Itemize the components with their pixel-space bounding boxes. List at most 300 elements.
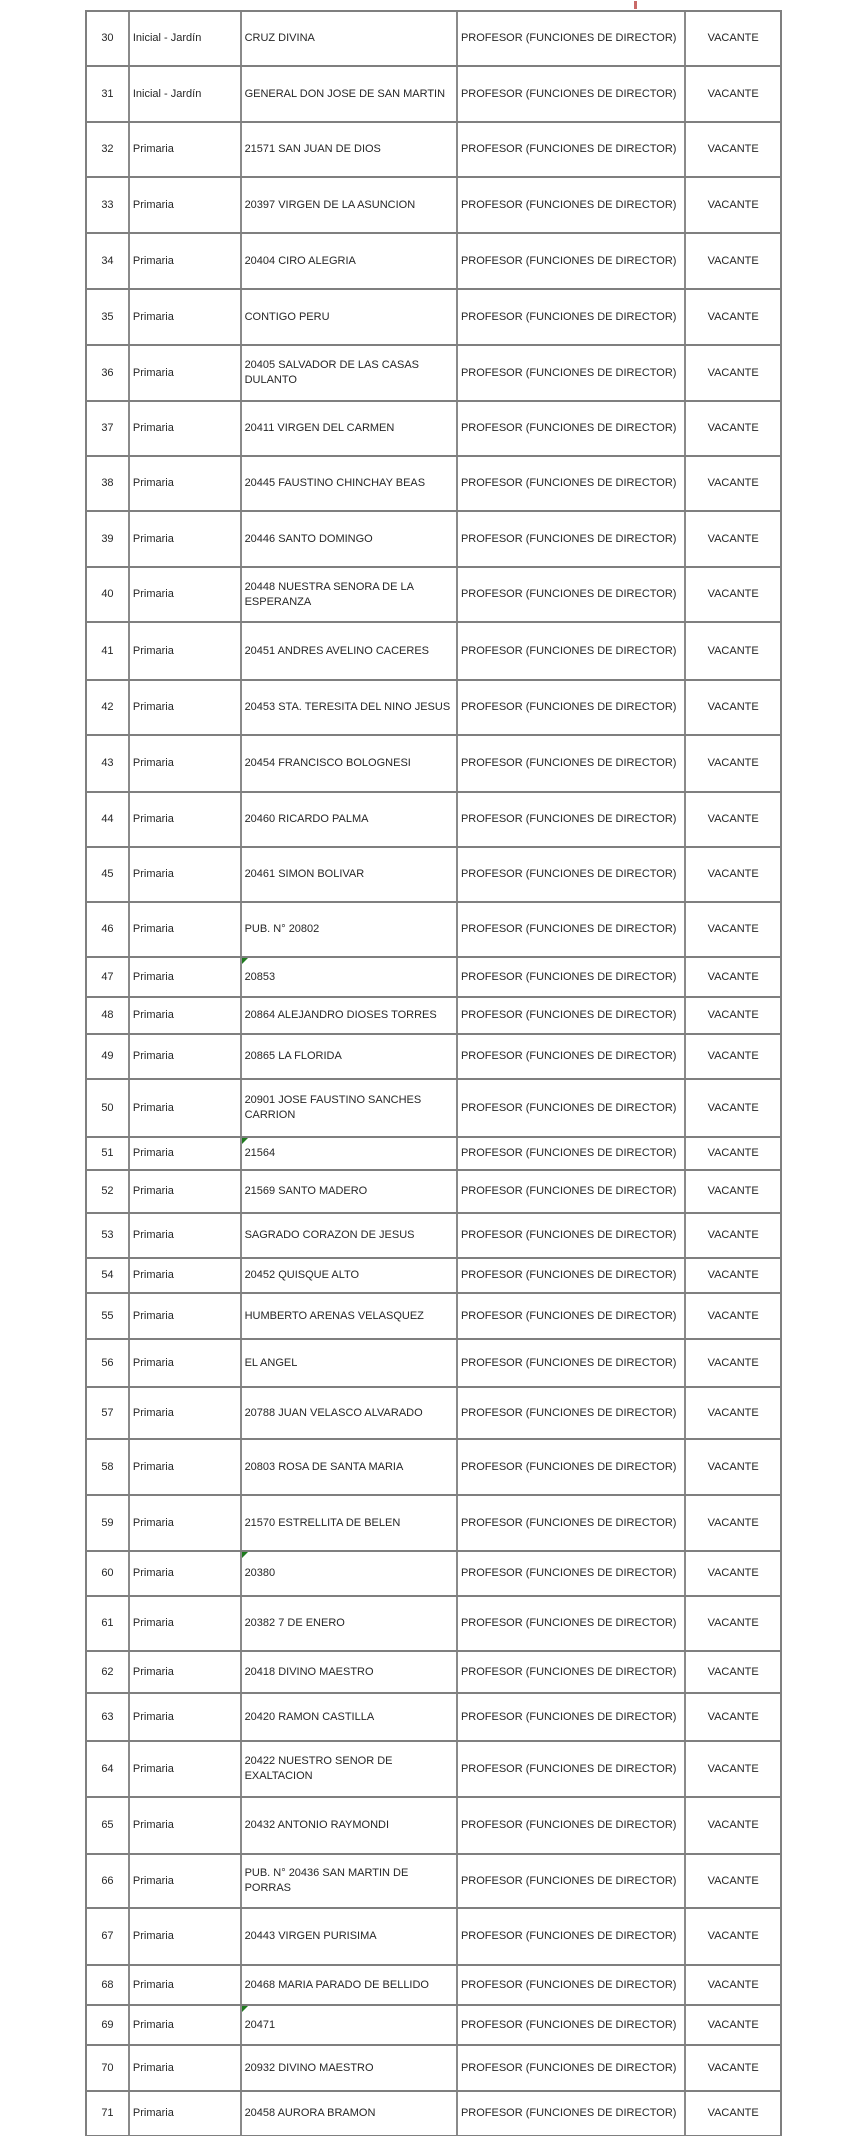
status-cell: VACANTE <box>707 477 759 489</box>
level-cell: Primaria <box>130 1552 242 1595</box>
position-cell: PROFESOR (FUNCIONES DE DIRECTOR) <box>458 848 686 901</box>
status-cell: VACANTE <box>707 1710 759 1723</box>
position-cell: PROFESOR (FUNCIONES DE DIRECTOR) <box>458 1652 686 1692</box>
level-cell: Primaria <box>130 623 242 679</box>
table-row <box>87 2046 780 2092</box>
level-cell: Primaria <box>130 1597 242 1650</box>
position-cell: PROFESOR (FUNCIONES DE DIRECTOR) <box>458 903 686 956</box>
position-cell: PROFESOR (FUNCIONES DE DIRECTOR) <box>458 2006 686 2044</box>
school-name-cell <box>242 1552 458 1595</box>
table-row <box>87 568 780 623</box>
row-number-cell: 31 <box>87 67 130 121</box>
status-cell: VACANTE <box>707 254 759 267</box>
position-cell: PROFESOR (FUNCIONES DE DIRECTOR) <box>458 178 686 232</box>
status-cell: VACANTE <box>707 198 759 211</box>
level-cell: Primaria <box>130 1742 242 1796</box>
level-cell: Primaria <box>130 958 242 996</box>
position-cell: PROFESOR (FUNCIONES DE DIRECTOR) <box>458 998 686 1033</box>
row-number-cell: 42 <box>87 681 130 734</box>
school-name-text: 20468 MARIA PARADO DE BELLIDO <box>244 1978 429 1991</box>
row-number-cell: 45 <box>87 848 130 901</box>
school-name-text: 20432 ANTONIO RAYMONDI <box>244 1819 390 1831</box>
school-name-cell <box>242 2006 458 2044</box>
table-row <box>87 1855 780 1909</box>
level-cell: Primaria <box>130 903 242 956</box>
school-name-cell <box>242 2092 458 2135</box>
table-row <box>87 1652 780 1694</box>
school-name-cell <box>242 681 458 734</box>
table-row <box>87 1138 780 1171</box>
status-cell: VACANTE <box>707 1819 759 1831</box>
school-name-cell <box>242 958 458 996</box>
position-cell: PROFESOR (FUNCIONES DE DIRECTOR) <box>458 290 686 344</box>
school-name-cell <box>242 1171 458 1212</box>
table-row <box>87 623 780 681</box>
status-cell: VACANTE <box>707 1930 759 1942</box>
school-name-text: 20411 VIRGEN DEL CARMEN <box>244 422 395 434</box>
status-cell: VACANTE <box>707 1185 759 1197</box>
school-name-cell <box>242 1798 458 1853</box>
position-cell: PROFESOR (FUNCIONES DE DIRECTOR) <box>458 736 686 791</box>
row-number-cell: 35 <box>87 290 130 344</box>
school-name-text: 20418 DIVINO MAESTRO <box>244 1665 374 1678</box>
school-name-text: 20901 JOSE FAUSTINO SANCHES CARRION <box>244 1094 422 1121</box>
level-cell: Primaria <box>130 793 242 846</box>
status-cell: VACANTE <box>707 1406 759 1419</box>
level-cell: Primaria <box>130 1855 242 1907</box>
row-number-cell: 53 <box>87 1214 130 1257</box>
red-tick-artifact <box>634 1 637 9</box>
row-number-cell: 59 <box>87 1496 130 1550</box>
school-name-text: 20460 RICARDO PALMA <box>244 813 369 825</box>
status-cell: VACANTE <box>707 1516 759 1529</box>
school-name-cell <box>242 736 458 791</box>
school-name-text: 20405 SALVADOR DE LAS CASAS DULANTO <box>244 359 420 386</box>
row-number-cell: 50 <box>87 1080 130 1136</box>
status-cell: VACANTE <box>707 1356 759 1369</box>
school-name-cell <box>242 1214 458 1257</box>
row-number-cell: 32 <box>87 123 130 176</box>
school-name-cell <box>242 998 458 1033</box>
school-name-text: CRUZ DIVINA <box>244 32 315 44</box>
status-cell: VACANTE <box>707 1101 759 1114</box>
table-row <box>87 1035 780 1080</box>
school-name-cell <box>242 123 458 176</box>
position-cell: PROFESOR (FUNCIONES DE DIRECTOR) <box>458 123 686 176</box>
school-name-cell <box>242 1035 458 1078</box>
level-cell: Primaria <box>130 234 242 288</box>
row-number-cell: 54 <box>87 1259 130 1292</box>
position-cell: PROFESOR (FUNCIONES DE DIRECTOR) <box>458 1552 686 1595</box>
school-name-text: 20788 JUAN VELASCO ALVARADO <box>244 1406 423 1419</box>
school-name-text: 21564 <box>244 1147 276 1159</box>
row-number-cell: 36 <box>87 346 130 400</box>
level-cell: Primaria <box>130 1440 242 1494</box>
table-row <box>87 793 780 848</box>
school-name-text: 20454 FRANCISCO BOLOGNESI <box>244 757 411 769</box>
school-name-text: 20445 FAUSTINO CHINCHAY BEAS <box>244 477 426 489</box>
row-number-cell: 55 <box>87 1294 130 1338</box>
cell-flag-marker-icon <box>242 1552 248 1558</box>
school-name-cell <box>242 1597 458 1650</box>
school-name-cell <box>242 1440 458 1494</box>
table-row <box>87 2092 780 2135</box>
status-cell: VACANTE <box>707 532 759 545</box>
school-name-cell <box>242 2046 458 2090</box>
level-cell: Primaria <box>130 512 242 566</box>
level-cell: Primaria <box>130 402 242 455</box>
row-number-cell: 52 <box>87 1171 130 1212</box>
table-row <box>87 1171 780 1214</box>
row-number-cell: 38 <box>87 457 130 510</box>
table-row <box>87 457 780 512</box>
school-name-text: 20443 VIRGEN PURISIMA <box>244 1930 377 1942</box>
position-cell: PROFESOR (FUNCIONES DE DIRECTOR) <box>458 1798 686 1853</box>
status-cell: VACANTE <box>707 2018 759 2031</box>
status-cell: VACANTE <box>707 970 759 983</box>
table-row <box>87 736 780 793</box>
table-row <box>87 402 780 457</box>
row-number-cell: 37 <box>87 402 130 455</box>
school-name-cell <box>242 568 458 621</box>
position-cell: PROFESOR (FUNCIONES DE DIRECTOR) <box>458 1597 686 1650</box>
school-name-cell <box>242 457 458 510</box>
school-name-cell <box>242 1909 458 1964</box>
school-name-text: HUMBERTO ARENAS VELASQUEZ <box>244 1309 424 1322</box>
table-row <box>87 12 780 67</box>
level-cell: Primaria <box>130 1138 242 1169</box>
status-cell: VACANTE <box>707 1460 759 1473</box>
status-cell: VACANTE <box>707 701 759 713</box>
row-number-cell: 66 <box>87 1855 130 1907</box>
level-cell: Primaria <box>130 346 242 400</box>
position-cell: PROFESOR (FUNCIONES DE DIRECTOR) <box>458 1080 686 1136</box>
table-row <box>87 1340 780 1388</box>
level-cell: Primaria <box>130 1340 242 1386</box>
table-row <box>87 1597 780 1652</box>
status-cell: VACANTE <box>707 1269 759 1281</box>
table-row <box>87 178 780 234</box>
status-cell: VACANTE <box>707 1567 759 1579</box>
school-name-cell <box>242 1294 458 1338</box>
school-name-cell <box>242 1742 458 1796</box>
row-number-cell: 43 <box>87 736 130 791</box>
school-name-text: 20422 NUESTRO SENOR DE EXALTACION <box>244 1755 393 1782</box>
table-row <box>87 903 780 958</box>
level-cell: Inicial - Jardín <box>130 12 242 65</box>
row-number-cell: 70 <box>87 2046 130 2090</box>
school-name-text: 20420 RAMON CASTILLA <box>244 1710 375 1723</box>
status-cell: VACANTE <box>707 2061 759 2074</box>
school-name-text: 21571 SAN JUAN DE DIOS <box>244 143 381 155</box>
status-cell: VACANTE <box>707 1050 759 1062</box>
level-cell: Primaria <box>130 681 242 734</box>
status-cell: VACANTE <box>707 868 759 880</box>
table-row <box>87 1966 780 2006</box>
school-name-cell <box>242 1855 458 1907</box>
position-cell: PROFESOR (FUNCIONES DE DIRECTOR) <box>458 402 686 455</box>
status-cell: VACANTE <box>707 1309 759 1322</box>
school-name-text: PUB. N° 20436 SAN MARTIN DE PORRAS <box>244 1867 409 1894</box>
school-name-cell <box>242 290 458 344</box>
row-number-cell: 65 <box>87 1798 130 1853</box>
status-cell: VACANTE <box>707 923 759 935</box>
level-cell: Primaria <box>130 290 242 344</box>
level-cell: Primaria <box>130 1259 242 1292</box>
position-cell: PROFESOR (FUNCIONES DE DIRECTOR) <box>458 1742 686 1796</box>
status-cell: VACANTE <box>707 2107 759 2119</box>
level-cell: Primaria <box>130 1080 242 1136</box>
status-cell: VACANTE <box>707 813 759 825</box>
status-cell: VACANTE <box>707 1874 759 1887</box>
position-cell: PROFESOR (FUNCIONES DE DIRECTOR) <box>458 1259 686 1292</box>
school-name-cell <box>242 1388 458 1438</box>
school-name-text: CONTIGO PERU <box>244 310 330 323</box>
school-name-cell <box>242 1652 458 1692</box>
school-name-cell <box>242 1259 458 1292</box>
row-number-cell: 40 <box>87 568 130 621</box>
row-number-cell: 58 <box>87 1440 130 1494</box>
school-name-text: SAGRADO CORAZON DE JESUS <box>244 1229 415 1241</box>
level-cell: Primaria <box>130 1035 242 1078</box>
school-name-cell <box>242 1694 458 1740</box>
row-number-cell: 49 <box>87 1035 130 1078</box>
position-cell: PROFESOR (FUNCIONES DE DIRECTOR) <box>458 1171 686 1212</box>
school-name-cell <box>242 346 458 400</box>
school-name-text: 20461 SIMON BOLIVAR <box>244 868 365 880</box>
row-number-cell: 64 <box>87 1742 130 1796</box>
table-row <box>87 67 780 123</box>
vacancy-table <box>85 10 782 2136</box>
school-name-text: 20864 ALEJANDRO DIOSES TORRES <box>244 1009 437 1021</box>
table-row <box>87 1080 780 1138</box>
school-name-cell <box>242 402 458 455</box>
school-name-cell <box>242 1138 458 1169</box>
status-cell: VACANTE <box>707 757 759 769</box>
level-cell: Primaria <box>130 123 242 176</box>
status-cell: VACANTE <box>707 1665 759 1678</box>
school-name-text: 20397 VIRGEN DE LA ASUNCION <box>244 198 416 211</box>
position-cell: PROFESOR (FUNCIONES DE DIRECTOR) <box>458 1966 686 2004</box>
level-cell: Primaria <box>130 457 242 510</box>
school-name-text: EL ANGEL <box>244 1356 298 1369</box>
level-cell: Inicial - Jardín <box>130 67 242 121</box>
table-row <box>87 1388 780 1440</box>
school-name-cell <box>242 903 458 956</box>
school-name-cell <box>242 1080 458 1136</box>
level-cell: Primaria <box>130 736 242 791</box>
school-name-text: 20803 ROSA DE SANTA MARIA <box>244 1460 404 1473</box>
row-number-cell: 34 <box>87 234 130 288</box>
position-cell: PROFESOR (FUNCIONES DE DIRECTOR) <box>458 12 686 65</box>
row-number-cell: 63 <box>87 1694 130 1740</box>
status-cell: VACANTE <box>707 32 759 44</box>
school-name-text: 20448 NUESTRA SENORA DE LA ESPERANZA <box>244 580 414 608</box>
school-name-text: 20382 7 DE ENERO <box>244 1617 345 1629</box>
level-cell: Primaria <box>130 2006 242 2044</box>
cell-flag-marker-icon <box>242 958 248 964</box>
position-cell: PROFESOR (FUNCIONES DE DIRECTOR) <box>458 2046 686 2090</box>
position-cell: PROFESOR (FUNCIONES DE DIRECTOR) <box>458 1694 686 1740</box>
table-row <box>87 998 780 1035</box>
position-cell: PROFESOR (FUNCIONES DE DIRECTOR) <box>458 681 686 734</box>
row-number-cell: 39 <box>87 512 130 566</box>
table-row <box>87 1294 780 1340</box>
status-cell: VACANTE <box>707 366 759 379</box>
position-cell: PROFESOR (FUNCIONES DE DIRECTOR) <box>458 457 686 510</box>
school-name-text: 20932 DIVINO MAESTRO <box>244 2061 374 2074</box>
position-cell: PROFESOR (FUNCIONES DE DIRECTOR) <box>458 793 686 846</box>
school-name-text: 21570 ESTRELLITA DE BELEN <box>244 1516 401 1529</box>
level-cell: Primaria <box>130 1496 242 1550</box>
table-row <box>87 123 780 178</box>
position-cell: PROFESOR (FUNCIONES DE DIRECTOR) <box>458 1440 686 1494</box>
school-name-text: 20458 AURORA BRAMON <box>244 2107 376 2119</box>
table-row <box>87 1496 780 1552</box>
table-row <box>87 2006 780 2046</box>
school-name-cell <box>242 1496 458 1550</box>
school-name-cell <box>242 793 458 846</box>
row-number-cell: 69 <box>87 2006 130 2044</box>
position-cell: PROFESOR (FUNCIONES DE DIRECTOR) <box>458 234 686 288</box>
school-name-text: 20446 SANTO DOMINGO <box>244 532 373 545</box>
school-name-cell <box>242 12 458 65</box>
position-cell: PROFESOR (FUNCIONES DE DIRECTOR) <box>458 512 686 566</box>
row-number-cell: 61 <box>87 1597 130 1650</box>
level-cell: Primaria <box>130 1294 242 1338</box>
table-row <box>87 1259 780 1294</box>
table-row <box>87 1798 780 1855</box>
school-name-text: 20853 <box>244 970 276 983</box>
row-number-cell: 56 <box>87 1340 130 1386</box>
row-number-cell: 44 <box>87 793 130 846</box>
table-row <box>87 681 780 736</box>
cell-flag-marker-icon <box>242 1138 248 1144</box>
position-cell: PROFESOR (FUNCIONES DE DIRECTOR) <box>458 568 686 621</box>
row-number-cell: 67 <box>87 1909 130 1964</box>
status-cell: VACANTE <box>707 1147 759 1159</box>
row-number-cell: 47 <box>87 958 130 996</box>
school-name-text: 20404 CIRO ALEGRIA <box>244 254 356 267</box>
level-cell: Primaria <box>130 1388 242 1438</box>
table-row <box>87 346 780 402</box>
table-row <box>87 1742 780 1798</box>
level-cell: Primaria <box>130 2046 242 2090</box>
level-cell: Primaria <box>130 568 242 621</box>
row-number-cell: 62 <box>87 1652 130 1692</box>
status-cell: VACANTE <box>707 143 759 155</box>
level-cell: Primaria <box>130 1909 242 1964</box>
position-cell: PROFESOR (FUNCIONES DE DIRECTOR) <box>458 958 686 996</box>
row-number-cell: 48 <box>87 998 130 1033</box>
table-row <box>87 1694 780 1742</box>
row-number-cell: 51 <box>87 1138 130 1169</box>
level-cell: Primaria <box>130 178 242 232</box>
position-cell: PROFESOR (FUNCIONES DE DIRECTOR) <box>458 2092 686 2135</box>
school-name-cell <box>242 178 458 232</box>
cell-flag-marker-icon <box>242 2006 248 2012</box>
position-cell: PROFESOR (FUNCIONES DE DIRECTOR) <box>458 1909 686 1964</box>
table-row <box>87 1552 780 1597</box>
status-cell: VACANTE <box>707 644 759 657</box>
level-cell: Primaria <box>130 1798 242 1853</box>
status-cell: VACANTE <box>707 1617 759 1629</box>
school-name-text: 20453 STA. TERESITA DEL NINO JESUS <box>244 701 451 713</box>
table-row <box>87 234 780 290</box>
table-row <box>87 1214 780 1259</box>
status-cell: VACANTE <box>707 422 759 434</box>
position-cell: PROFESOR (FUNCIONES DE DIRECTOR) <box>458 1388 686 1438</box>
table-row <box>87 1909 780 1966</box>
level-cell: Primaria <box>130 1652 242 1692</box>
school-name-text: 20380 <box>244 1567 276 1579</box>
status-cell: VACANTE <box>707 1229 759 1241</box>
level-cell: Primaria <box>130 1694 242 1740</box>
position-cell: PROFESOR (FUNCIONES DE DIRECTOR) <box>458 67 686 121</box>
school-name-cell <box>242 512 458 566</box>
school-name-text: PUB. N° 20802 <box>244 923 320 935</box>
school-name-text: 20451 ANDRES AVELINO CACERES <box>244 644 429 657</box>
row-number-cell: 46 <box>87 903 130 956</box>
position-cell: PROFESOR (FUNCIONES DE DIRECTOR) <box>458 346 686 400</box>
row-number-cell: 57 <box>87 1388 130 1438</box>
school-name-text: 21569 SANTO MADERO <box>244 1185 368 1197</box>
position-cell: PROFESOR (FUNCIONES DE DIRECTOR) <box>458 1138 686 1169</box>
school-name-text: 20471 <box>244 2018 276 2031</box>
table-row <box>87 290 780 346</box>
position-cell: PROFESOR (FUNCIONES DE DIRECTOR) <box>458 1496 686 1550</box>
school-name-text: 20452 QUISQUE ALTO <box>244 1269 360 1281</box>
status-cell: VACANTE <box>707 588 759 600</box>
position-cell: PROFESOR (FUNCIONES DE DIRECTOR) <box>458 1214 686 1257</box>
row-number-cell: 68 <box>87 1966 130 2004</box>
level-cell: Primaria <box>130 1171 242 1212</box>
row-number-cell: 41 <box>87 623 130 679</box>
position-cell: PROFESOR (FUNCIONES DE DIRECTOR) <box>458 1294 686 1338</box>
position-cell: PROFESOR (FUNCIONES DE DIRECTOR) <box>458 1855 686 1907</box>
school-name-cell <box>242 1340 458 1386</box>
status-cell: VACANTE <box>707 310 759 323</box>
table-row <box>87 958 780 998</box>
level-cell: Primaria <box>130 2092 242 2135</box>
school-name-cell <box>242 1966 458 2004</box>
table-row <box>87 512 780 568</box>
school-name-cell <box>242 67 458 121</box>
school-name-cell <box>242 234 458 288</box>
position-cell: PROFESOR (FUNCIONES DE DIRECTOR) <box>458 1035 686 1078</box>
table-row <box>87 848 780 903</box>
table-row <box>87 1440 780 1496</box>
status-cell: VACANTE <box>707 1978 759 1991</box>
row-number-cell: 33 <box>87 178 130 232</box>
status-cell: VACANTE <box>707 1762 759 1775</box>
level-cell: Primaria <box>130 848 242 901</box>
row-number-cell: 60 <box>87 1552 130 1595</box>
school-name-cell <box>242 848 458 901</box>
row-number-cell: 30 <box>87 12 130 65</box>
level-cell: Primaria <box>130 1966 242 2004</box>
status-cell: VACANTE <box>707 87 759 100</box>
school-name-text: 20865 LA FLORIDA <box>244 1050 342 1062</box>
position-cell: PROFESOR (FUNCIONES DE DIRECTOR) <box>458 623 686 679</box>
school-name-cell <box>242 623 458 679</box>
row-number-cell: 71 <box>87 2092 130 2135</box>
level-cell: Primaria <box>130 998 242 1033</box>
school-name-text: GENERAL DON JOSE DE SAN MARTIN <box>244 87 446 100</box>
position-cell: PROFESOR (FUNCIONES DE DIRECTOR) <box>458 1340 686 1386</box>
level-cell: Primaria <box>130 1214 242 1257</box>
status-cell: VACANTE <box>707 1009 759 1021</box>
